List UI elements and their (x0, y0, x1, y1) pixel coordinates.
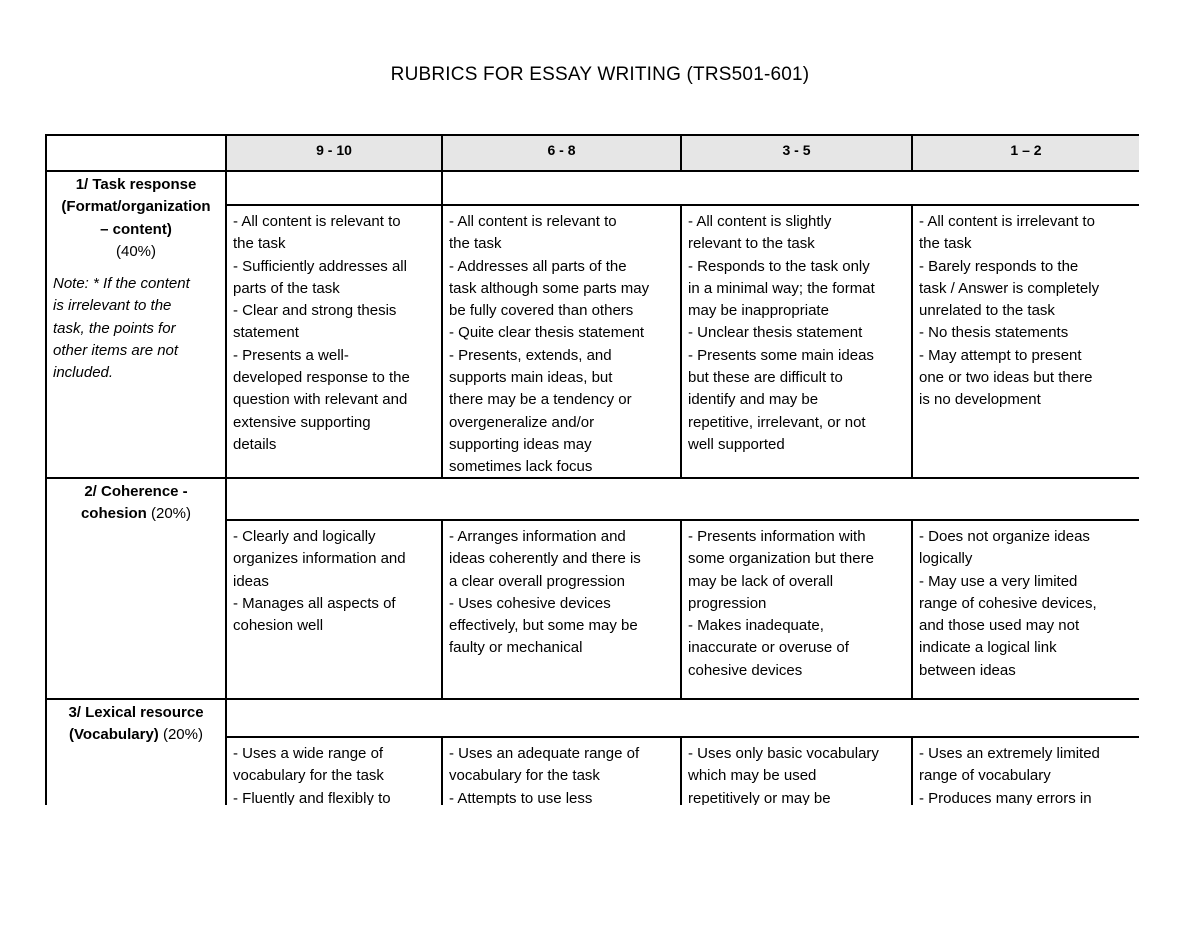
descriptor-line: - All content is relevant to (449, 213, 617, 230)
descriptor-task-6-8 (443, 206, 682, 479)
descriptor-line: - Barely responds to the (919, 257, 1079, 275)
descriptor-lexical-3-5 (682, 738, 913, 805)
descriptor-line: parts of the task (233, 279, 340, 297)
descriptor-line: one or two ideas but there (919, 369, 1093, 387)
descriptor-line: - Sufficiently addresses all (233, 257, 407, 275)
descriptor-line: - Uses an extremely limited (919, 745, 1100, 762)
descriptor-line: vocabulary for the task (449, 767, 600, 785)
descriptor-task-3-5 (682, 206, 913, 479)
descriptor-line: be fully covered than others (449, 302, 634, 320)
descriptor-line: the task (233, 235, 286, 253)
descriptor-line: faulty or mechanical (449, 639, 583, 657)
descriptor-line: - Manages all aspects of (233, 594, 396, 612)
criterion-coherence-cohesion (47, 479, 227, 700)
descriptor-line: there may be a tendency or (449, 391, 632, 409)
criterion-weight: (40%) (115, 242, 156, 260)
descriptor-line: statement (233, 324, 299, 342)
descriptor-line: in a minimal way; the format (688, 279, 875, 297)
descriptor-line: - Quite clear thesis statement (449, 324, 645, 342)
descriptor-line: - Responds to the task only (688, 257, 870, 275)
descriptor-line: - Makes inadequate, (688, 617, 824, 635)
criterion-label-line: 2/ Coherence - (84, 483, 188, 500)
descriptor-line: a clear overall progression (449, 572, 625, 590)
criterion-label-line: cohesion (80, 505, 147, 523)
descriptor-lexical-9-10 (227, 738, 443, 805)
descriptor-line: - May attempt to present (919, 346, 1082, 364)
spacer-cell (227, 172, 443, 206)
criterion-label-with-weight (53, 724, 219, 746)
descriptor-line: but these are difficult to (688, 369, 843, 387)
descriptor-line: vocabulary for the task (233, 767, 384, 785)
descriptor-line: task / Answer is completely (919, 279, 1100, 297)
descriptor-line: - May use a very limited (919, 572, 1078, 590)
criterion-weight: (20%) (151, 505, 192, 523)
descriptor-line: developed response to the (233, 369, 410, 387)
header-score-9-10: 9 - 10 (227, 136, 443, 172)
descriptor-line: - Presents information with (688, 528, 866, 545)
descriptor-line: organizes information and (233, 550, 406, 568)
descriptor-line: overgeneralize and/or (449, 413, 595, 431)
descriptor-line: - Unclear thesis statement (688, 324, 863, 342)
document-title: RUBRICS FOR ESSAY WRITING (TRS501-601) (390, 64, 810, 85)
descriptor-line: - Attempts to use less (449, 789, 593, 805)
descriptor-line: - Presents a well- (233, 346, 349, 364)
descriptor-coherence-3-5 (682, 521, 913, 700)
note-line: task, the points for (53, 319, 176, 337)
descriptor-line: well supported (688, 435, 785, 453)
descriptor-line: - Uses only basic vocabulary (688, 745, 879, 762)
header-corner-cell (47, 136, 227, 172)
descriptor-task-1-2 (913, 206, 1139, 479)
descriptor-line: range of vocabulary (919, 767, 1051, 785)
note-line: is irrelevant to the (53, 297, 172, 315)
descriptor-line: - No thesis statements (919, 324, 1069, 342)
rubric-table (45, 134, 1139, 805)
descriptor-line: - All content is irrelevant to (919, 213, 1095, 230)
descriptor-line: is no development (919, 391, 1041, 409)
descriptor-line: extensive supporting (233, 413, 371, 431)
descriptor-line: indicate a logical link (919, 639, 1057, 657)
header-score-1-2: 1 – 2 (913, 136, 1139, 172)
spacer-cell (443, 172, 1139, 206)
descriptor-line: - Presents some main ideas (688, 346, 874, 364)
descriptor-line: cohesion well (233, 617, 324, 635)
descriptor-line: - Arranges information and (449, 528, 626, 545)
descriptor-line: - Addresses all parts of the (449, 257, 627, 275)
note-line: other items are not (53, 342, 179, 360)
descriptor-line: range of cohesive devices, (919, 594, 1097, 612)
descriptor-lexical-6-8 (443, 738, 682, 805)
note-line: Note: * If the content (53, 275, 190, 293)
header-score-6-8: 6 - 8 (443, 136, 682, 172)
descriptor-line: question with relevant and (233, 391, 408, 409)
descriptor-line: identify and may be (688, 391, 819, 409)
descriptor-line: repetitive, irrelevant, or not (688, 413, 866, 431)
descriptor-line: the task (919, 235, 972, 253)
criterion-label-with-weight (53, 503, 219, 525)
note-line: included. (53, 364, 114, 382)
descriptor-line: logically (919, 550, 973, 568)
criterion-label-line: 3/ Lexical resource (68, 704, 204, 721)
descriptor-line: unrelated to the task (919, 302, 1055, 320)
descriptor-line: may be lack of overall (688, 572, 834, 590)
descriptor-line: supports main ideas, but (449, 369, 613, 387)
descriptor-task-9-10 (227, 206, 443, 479)
descriptor-line: between ideas (919, 661, 1016, 679)
descriptor-line: - Clearly and logically (233, 528, 376, 545)
descriptor-line: may be inappropriate (688, 302, 829, 320)
descriptor-line: - Clear and strong thesis (233, 302, 397, 320)
descriptor-line: some organization but there (688, 550, 874, 568)
descriptor-line: cohesive devices (688, 661, 803, 679)
descriptor-line: task although some parts may (449, 279, 650, 297)
descriptor-line: details (233, 435, 277, 453)
descriptor-line: which may be used (688, 767, 817, 785)
spacer-cell (227, 479, 1139, 521)
criterion-label-line: (Format/organization (61, 198, 211, 216)
descriptor-line: - Uses an adequate range of (449, 745, 640, 762)
descriptor-line: - Fluently and flexibly to (233, 789, 391, 805)
descriptor-line: relevant to the task (688, 235, 815, 253)
descriptor-coherence-6-8 (443, 521, 682, 700)
descriptor-line: and those used may not (919, 617, 1080, 635)
criterion-weight: (20%) (162, 726, 203, 744)
descriptor-coherence-9-10 (227, 521, 443, 700)
criterion-label-line: 1/ Task response (75, 176, 197, 193)
descriptor-line: repetitively or may be (688, 789, 831, 805)
criterion-note (53, 273, 219, 384)
descriptor-line: ideas (233, 572, 269, 590)
header-score-3-5: 3 - 5 (682, 136, 913, 172)
descriptor-line: progression (688, 594, 767, 612)
descriptor-line: inaccurate or overuse of (688, 639, 849, 657)
descriptor-line: effectively, but some may be (449, 617, 638, 635)
criterion-label-line: – content) (100, 220, 172, 238)
descriptor-line: - Uses cohesive devices (449, 594, 611, 612)
descriptor-line: - All content is slightly (688, 213, 832, 230)
criterion-lexical-resource (47, 700, 227, 805)
criterion-task-response (47, 172, 227, 479)
criterion-label-line: (Vocabulary) (69, 726, 159, 744)
descriptor-line: sometimes lack focus (449, 458, 593, 476)
descriptor-coherence-1-2 (913, 521, 1139, 700)
descriptor-line: supporting ideas may (449, 435, 592, 453)
descriptor-line: - Produces many errors in (919, 789, 1092, 805)
descriptor-line: - All content is relevant to (233, 213, 401, 230)
descriptor-lexical-1-2 (913, 738, 1139, 805)
descriptor-line: ideas coherently and there is (449, 550, 641, 568)
descriptor-line: the task (449, 235, 502, 253)
descriptor-line: - Uses a wide range of (233, 745, 384, 762)
descriptor-line: - Does not organize ideas (919, 528, 1090, 545)
descriptor-line: - Presents, extends, and (449, 346, 612, 364)
spacer-cell (227, 700, 1139, 738)
